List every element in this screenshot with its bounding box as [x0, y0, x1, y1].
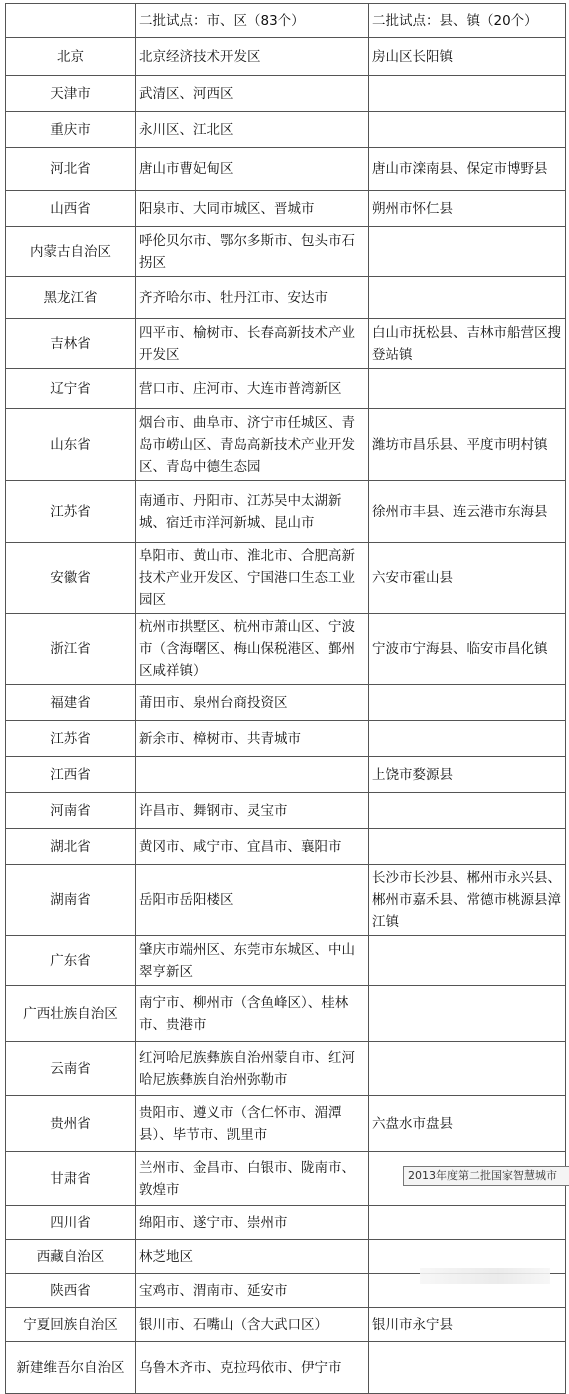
- county-town-cell: 唐山市滦南县、保定市博野县: [369, 148, 566, 191]
- county-town-cell: 房山区长阳镇: [369, 38, 566, 76]
- table-row: [6, 227, 566, 277]
- county-town-cell: [369, 685, 566, 721]
- table-row: [6, 1342, 566, 1394]
- city-district-cell: 许昌市、舞钢市、灵宝市: [136, 793, 369, 829]
- city-district-cell: 武清区、河西区: [136, 76, 369, 112]
- table-row: [6, 829, 566, 865]
- city-district-cell: 杭州市拱墅区、杭州市萧山区、宁波市（含海曙区、梅山保税港区、鄞州区咸祥镇）: [136, 614, 369, 685]
- table-row: [6, 148, 566, 191]
- table-row: [6, 721, 566, 757]
- table-row: [6, 277, 566, 319]
- province-cell: 甘肃省: [6, 1152, 136, 1206]
- county-town-cell: 六安市霍山县: [369, 543, 566, 614]
- table-row: [6, 112, 566, 148]
- city-district-cell: 南通市、丹阳市、江苏吴中太湖新城、宿迁市洋河新城、昆山市: [136, 481, 369, 543]
- header-row: [6, 4, 566, 38]
- table-row: [6, 936, 566, 986]
- city-district-cell: 齐齐哈尔市、牡丹江市、安达市: [136, 277, 369, 319]
- county-town-cell: 宁波市宁海县、临安市昌化镇: [369, 614, 566, 685]
- province-cell: 吉林省: [6, 319, 136, 369]
- county-town-cell: [369, 112, 566, 148]
- watermark: [420, 1268, 550, 1284]
- table-row: [6, 614, 566, 685]
- table-row: [6, 409, 566, 481]
- province-cell: 云南省: [6, 1042, 136, 1096]
- province-cell: 江苏省: [6, 721, 136, 757]
- province-cell: 西藏自治区: [6, 1240, 136, 1274]
- table-row: [6, 1308, 566, 1342]
- table-row: [6, 685, 566, 721]
- city-district-cell: 营口市、庄河市、大连市普湾新区: [136, 369, 369, 409]
- county-town-cell: [369, 721, 566, 757]
- province-cell: 山东省: [6, 409, 136, 481]
- city-district-cell: 永川区、江北区: [136, 112, 369, 148]
- table-row: [6, 369, 566, 409]
- province-cell: 河北省: [6, 148, 136, 191]
- city-district-cell: 黄冈市、咸宁市、宜昌市、襄阳市: [136, 829, 369, 865]
- city-district-cell: 阳泉市、大同市城区、晋城市: [136, 191, 369, 227]
- province-cell: 湖北省: [6, 829, 136, 865]
- city-district-cell: 唐山市曹妃甸区: [136, 148, 369, 191]
- county-town-cell: [369, 1042, 566, 1096]
- city-district-cell: 岳阳市岳阳楼区: [136, 865, 369, 936]
- table-row: [6, 793, 566, 829]
- city-district-cell: 红河哈尼族彝族自治州蒙自市、红河哈尼族彝族自治州弥勒市: [136, 1042, 369, 1096]
- province-cell: 陕西省: [6, 1274, 136, 1308]
- table-row: [6, 191, 566, 227]
- city-district-cell: 呼伦贝尔市、鄂尔多斯市、包头市石拐区: [136, 227, 369, 277]
- table-row: [6, 543, 566, 614]
- province-cell: 新建维吾尔自治区: [6, 1342, 136, 1394]
- table-row: [6, 1206, 566, 1240]
- province-cell: 北京: [6, 38, 136, 76]
- county-town-cell: [369, 1206, 566, 1240]
- province-cell: 辽宁省: [6, 369, 136, 409]
- table-row: [6, 1096, 566, 1152]
- province-cell: 重庆市: [6, 112, 136, 148]
- header-cell-blank: [6, 4, 136, 38]
- header-cell-city-district: 二批试点：市、区（83个）: [136, 4, 369, 38]
- province-cell: 天津市: [6, 76, 136, 112]
- county-town-cell: 银川市永宁县: [369, 1308, 566, 1342]
- county-town-cell: 长沙市长沙县、郴州市永兴县、郴州市嘉禾县、常德市桃源县漳江镇: [369, 865, 566, 936]
- city-district-cell: 莆田市、泉州台商投资区: [136, 685, 369, 721]
- city-district-cell: 四平市、榆树市、长春高新技术产业开发区: [136, 319, 369, 369]
- province-cell: 浙江省: [6, 614, 136, 685]
- city-district-cell: 兰州市、金昌市、白银市、陇南市、敦煌市: [136, 1152, 369, 1206]
- province-cell: 江西省: [6, 757, 136, 793]
- county-town-cell: [369, 829, 566, 865]
- header-cell-county-town: 二批试点：县、镇（20个）: [369, 4, 566, 38]
- table-row: [6, 865, 566, 936]
- county-town-cell: 六盘水市盘县: [369, 1096, 566, 1152]
- table-row: [6, 38, 566, 76]
- city-district-cell: [136, 757, 369, 793]
- county-town-cell: 潍坊市昌乐县、平度市明村镇: [369, 409, 566, 481]
- province-cell: 广东省: [6, 936, 136, 986]
- county-town-cell: [369, 1342, 566, 1394]
- city-district-cell: 绵阳市、遂宁市、崇州市: [136, 1206, 369, 1240]
- table-row: [6, 76, 566, 112]
- county-town-cell: [369, 936, 566, 986]
- table-row: [6, 986, 566, 1042]
- county-town-cell: [369, 369, 566, 409]
- county-town-cell: [369, 986, 566, 1042]
- province-cell: 河南省: [6, 793, 136, 829]
- city-district-cell: 北京经济技术开发区: [136, 38, 369, 76]
- city-district-cell: 乌鲁木齐市、克拉玛依市、伊宁市: [136, 1342, 369, 1394]
- county-town-cell: [369, 76, 566, 112]
- table-row: [6, 757, 566, 793]
- county-town-cell: 朔州市怀仁县: [369, 191, 566, 227]
- city-district-cell: 阜阳市、黄山市、淮北市、合肥高新技术产业开发区、宁国港口生态工业园区: [136, 543, 369, 614]
- province-cell: 湖南省: [6, 865, 136, 936]
- province-cell: 宁夏回族自治区: [6, 1308, 136, 1342]
- province-cell: 黑龙江省: [6, 277, 136, 319]
- province-cell: 内蒙古自治区: [6, 227, 136, 277]
- county-town-cell: [369, 793, 566, 829]
- province-cell: 江苏省: [6, 481, 136, 543]
- city-district-cell: 银川市、石嘴山（含大武口区）: [136, 1308, 369, 1342]
- province-cell: 贵州省: [6, 1096, 136, 1152]
- province-cell: 广西壮族自治区: [6, 986, 136, 1042]
- province-cell: 山西省: [6, 191, 136, 227]
- county-town-cell: 白山市抚松县、吉林市船营区搜登站镇: [369, 319, 566, 369]
- table-row: [6, 1042, 566, 1096]
- image-caption: 2013年度第二批国家智慧城市: [403, 1166, 569, 1186]
- city-district-cell: 南宁市、柳州市（含鱼峰区）、桂林市、贵港市: [136, 986, 369, 1042]
- province-cell: 安徽省: [6, 543, 136, 614]
- city-district-cell: 肇庆市端州区、东莞市东城区、中山翠亨新区: [136, 936, 369, 986]
- county-town-cell: [369, 277, 566, 319]
- city-district-cell: 新余市、樟树市、共青城市: [136, 721, 369, 757]
- city-district-cell: 宝鸡市、渭南市、延安市: [136, 1274, 369, 1308]
- table-row: [6, 481, 566, 543]
- city-district-cell: 林芝地区: [136, 1240, 369, 1274]
- county-town-cell: [369, 227, 566, 277]
- table-row: [6, 319, 566, 369]
- county-town-cell: 上饶市婺源县: [369, 757, 566, 793]
- province-cell: 福建省: [6, 685, 136, 721]
- province-cell: 四川省: [6, 1206, 136, 1240]
- city-district-cell: 贵阳市、遵义市（含仁怀市、湄潭县）、毕节市、凯里市: [136, 1096, 369, 1152]
- city-district-cell: 烟台市、曲阜市、济宁市任城区、青岛市崂山区、青岛高新技术产业开发区、青岛中德生态园: [136, 409, 369, 481]
- county-town-cell: 徐州市丰县、连云港市东海县: [369, 481, 566, 543]
